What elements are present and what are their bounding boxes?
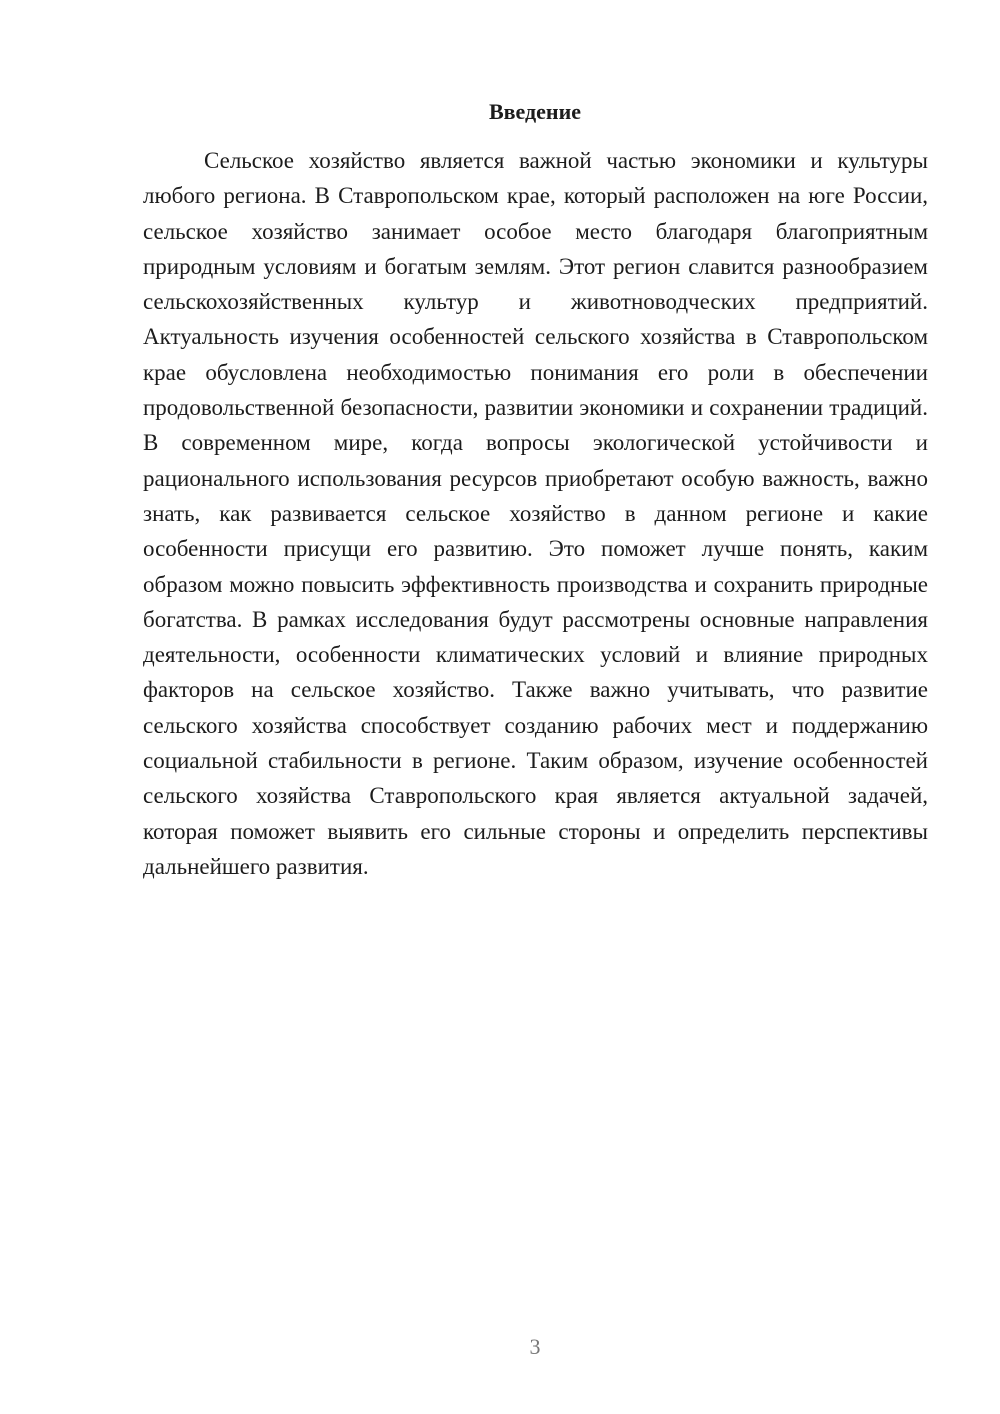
body-paragraph: Сельское хозяйство является важной частью экономики и культуры любого региона. В Ставропольском крае, который расположен на юге России, сельское хозяйство занимает особое место благодаря благоприятным природным условиям и богатым землям. Этот регион славится разнообразием сельскохозяйственных культур и животноводческих предприятий. Актуальность изучения особенностей сельского хозяйства в Ставропольском крае обусловлена необходимостью понимания его роли в обеспечении продовольственной безопасности, развитии экономики и сохранении традиций. В современном мире, когда вопросы экологической устойчивости и рационального использования ресурсов приобретают особую важность, важно знать, как развивается сельское хозяйство в данном регионе и какие особенности присущи его развитию. Это поможет лучше понять, каким образом можно повысить эффективность производства и сохранить природные богатства. В рамках исследования будут рассмотрены основные направления деятельности, особенности климатических условий и влияние природных факторов на сельское хозяйство. Также важно учитывать, что развитие сельского хозяйства способствует созданию рабочих мест и поддержанию социальной стабильности в регионе. Таким образом, изучение особенностей сельского хозяйства Ставропольского края является актуальной задачей, которая поможет выявить его сильные стороны и определить перспективы дальнейшего развития. (143, 148, 928, 879)
page-number: 3 (529, 1334, 541, 1359)
section-heading: Введение (488, 99, 582, 124)
